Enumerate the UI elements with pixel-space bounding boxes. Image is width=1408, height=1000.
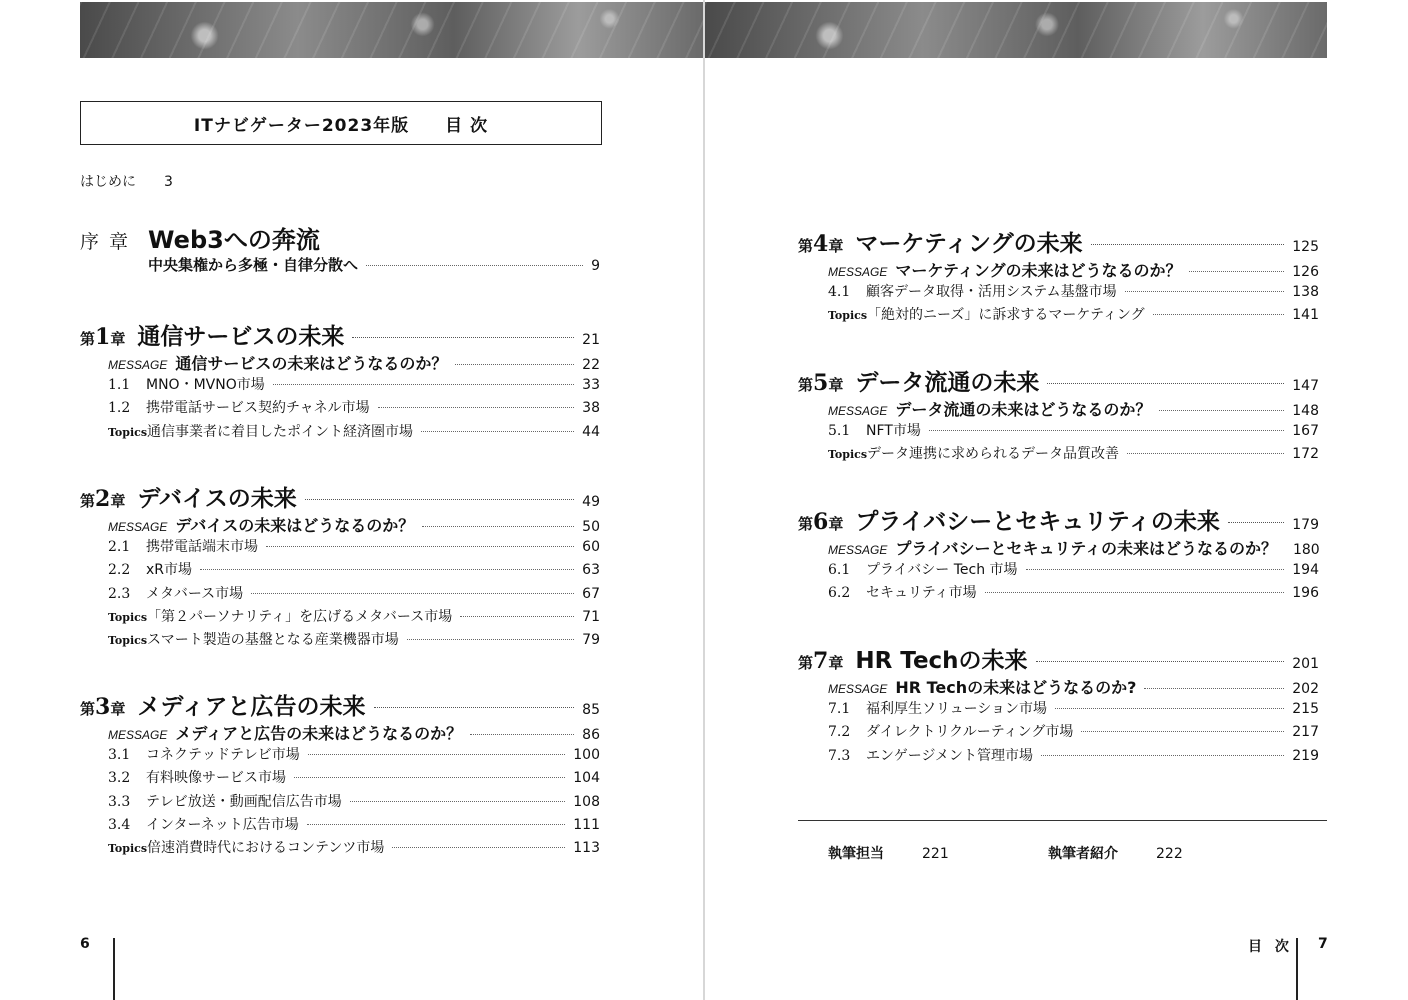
page-number: 179 [1292,517,1319,533]
section-entry[interactable] [108,374,600,394]
chapter-number: 4 [813,231,829,257]
chapter-prefix: 第 [798,237,814,255]
entry-label: 2.1 [108,539,131,556]
topics-entry[interactable] [828,443,1319,463]
leader-dots [1081,731,1284,732]
footer-rule [798,820,1327,821]
entry-label: MESSAGE [108,728,168,742]
message-entry[interactable] [828,258,1319,281]
entry-title: エンゲージメント管理市場 [866,747,1034,764]
entry-label: 4.1 [828,284,851,301]
leader-dots [1228,522,1284,523]
entry-title: xR市場 [146,562,193,579]
entry-title: 倍速消費時代におけるコンテンツ市場 [147,840,385,856]
leader-dots [352,337,574,338]
entry-label: Topics [108,610,148,624]
leader-dots [407,639,574,640]
leader-dots [1125,291,1285,292]
entry-title: データ流通の未来はどうなるのか？ [895,400,1152,419]
page-number: 44 [582,423,600,440]
leader-dots [421,431,574,432]
chapter-title: データ流通の未来 [855,370,1040,396]
chapter-prefix: 第 [80,700,96,718]
topics-entry[interactable] [108,837,600,857]
entry-title: 通信サービスの未来はどうなるのか？ [175,354,448,373]
leader-dots [308,754,566,755]
section-entry[interactable] [108,814,600,834]
page-number: 148 [1292,403,1319,419]
chapter-number: 7 [813,648,829,674]
entry-title: メタバース市場 [146,585,244,602]
chapter-prefix: 第 [798,515,814,533]
leader-dots [266,546,574,547]
leader-dots [929,430,1284,431]
page-number: 9 [591,258,600,274]
page-number: 71 [582,608,600,625]
section-entry[interactable] [108,791,600,811]
entry-title: HR Techの未来はどうなるのか? [895,678,1137,697]
authors-entry[interactable] [1048,843,1183,863]
chapter-title: プライバシーとセキュリティの未来 [855,509,1220,535]
section-entry[interactable] [828,745,1319,765]
entry-label: Topics [108,842,148,855]
entry-title: メディアと広告の未来はどうなるのか？ [175,724,463,743]
page-number: 167 [1292,423,1319,440]
folio-right: 7 [1318,936,1328,952]
entry-label: 6.1 [828,562,851,579]
page-number: 202 [1292,681,1319,697]
chapter-title: Web3への奔流 [148,226,320,254]
chapter-heading[interactable] [798,225,1319,258]
entry-label: 2.3 [108,585,131,602]
chapter-label [80,694,125,720]
entry-title: プライバシーとセキュリティの未来はどうなるのか？ [895,539,1277,558]
staff-label: 執筆担当 [828,846,884,862]
topics-entry[interactable] [108,421,600,441]
entry-label: Topics [108,634,148,647]
leader-dots [294,777,565,778]
chapter-suffix: 章 [828,515,844,533]
topics-entry[interactable] [108,629,600,649]
intro-entry[interactable] [80,171,173,191]
section-entry[interactable] [828,281,1319,301]
leader-dots [1144,688,1284,689]
chapter-title: マーケティングの未来 [855,231,1083,257]
page-number: 217 [1292,724,1319,741]
chapter-title: HR Techの未来 [855,648,1028,674]
chapter-prefix: 第 [798,654,814,672]
leader-dots [460,616,574,617]
section-entry[interactable] [828,559,1319,579]
section-entry[interactable] [108,744,600,764]
entry-label: MESSAGE [828,543,888,557]
section-entry[interactable] [828,420,1319,440]
entry-label: 5.1 [828,423,851,440]
entry-label: 2.2 [108,562,131,579]
chapter-heading[interactable] [80,688,600,721]
entry-title: テレビ放送・動画配信広告市場 [146,793,342,810]
folio-right-label: 目 次 [1248,939,1293,955]
entry-title: データ連携に求められるデータ品質改善 [867,446,1120,463]
page-number: 85 [582,702,600,718]
entry-title: MNO・MVNO市場 [146,377,265,394]
chapter-heading[interactable] [80,220,600,255]
entry-title: スマート製造の基盤となる産業機器市場 [147,632,399,648]
entry-label: 7.3 [828,747,851,764]
leader-dots [1047,383,1284,384]
entry-title: 携帯電話サービス契約チャネル市場 [146,400,370,417]
page-number: 38 [582,400,600,417]
leader-dots [455,364,574,365]
staff-entry[interactable] [828,843,949,863]
page-number: 147 [1292,378,1319,394]
folio-rule-left [113,938,115,1000]
chapter-heading[interactable] [798,642,1319,675]
header-banner-right [705,2,1327,58]
entry-title: 「第２パーソナリティ」を広げるメタバース市場 [147,608,453,625]
entry-title: マーケティングの未来はどうなるのか？ [895,261,1182,280]
chapter-label [798,509,843,535]
entry-label: 3.3 [108,793,131,810]
leader-dots [1153,314,1285,315]
leader-dots [422,526,574,527]
page-number: 194 [1292,562,1319,579]
chapter-suffix: 章 [110,700,126,718]
page-number: 60 [582,539,600,556]
entry-title: NFT市場 [866,423,921,440]
page-number: 79 [582,632,600,648]
leader-dots [200,569,574,570]
chapter-number: 1 [95,324,111,350]
leader-dots [273,384,574,385]
page-number: 215 [1292,701,1319,718]
chapter-label [798,231,843,257]
intro-page: 3 [164,174,173,190]
page-number: 86 [582,727,600,743]
entry-label: MESSAGE [828,404,888,418]
chapter-label [798,370,843,396]
entry-title: セキュリティ市場 [866,585,977,602]
entry-title: 携帯電話端末市場 [146,539,258,556]
entry-label: Topics [828,309,868,323]
leader-dots [251,593,574,594]
section-entry[interactable] [108,536,600,556]
entry-title: デバイスの未来はどうなるのか？ [175,516,415,535]
toc-title-box [80,101,602,145]
leader-dots [1055,708,1284,709]
page-number: 126 [1292,264,1319,280]
page-number: 172 [1292,446,1319,463]
staff-page: 221 [922,846,949,862]
topics-entry[interactable] [108,606,600,626]
leader-dots [366,265,583,266]
chapter-suffix: 章 [110,330,126,348]
authors-label: 執筆者紹介 [1048,846,1118,862]
leader-dots [305,499,574,500]
spread-gutter [703,0,705,1000]
entry-title: 福利厚生ソリューション市場 [866,701,1048,718]
leader-dots [1189,271,1284,272]
folio-left: 6 [80,936,90,952]
leader-dots [985,592,1285,593]
page-number: 49 [582,494,600,510]
chapter-subtitle: 中央集権から多極・自律分散へ [148,256,359,274]
topics-entry[interactable] [828,304,1319,324]
entry-label: MESSAGE [108,358,168,372]
message-entry[interactable] [108,721,600,744]
leader-dots [1036,661,1285,662]
message-entry[interactable] [108,351,600,374]
chapter-number: 5 [813,370,829,396]
leader-dots [470,734,574,735]
page-number: 63 [582,562,600,579]
header-banner-left [80,2,703,58]
entry-label: 1.1 [108,377,131,394]
leader-dots [307,824,566,825]
page-number: 125 [1292,239,1319,255]
page-number: 219 [1292,747,1319,764]
entry-title: コネクテッドテレビ市場 [146,747,300,764]
chapter-label [80,486,125,512]
entry-title: 通信事業者に着目したポイント経済圏市場 [147,423,414,440]
page-number: 201 [1292,656,1319,672]
page-number: 138 [1292,284,1319,301]
entry-title: プライバシー Tech 市場 [866,562,1018,579]
chapter-label [798,648,843,674]
message-entry[interactable] [828,675,1319,698]
entry-label: 3.1 [108,747,131,764]
page-number: 180 [1292,542,1320,558]
chapter-suffix: 章 [828,654,844,672]
message-entry[interactable] [828,397,1319,420]
page-number: 50 [582,519,600,535]
chapter-suffix: 章 [110,492,126,510]
chapter-title: メディアと広告の未来 [137,694,366,720]
section-entry[interactable] [108,767,600,787]
page-number: 141 [1292,307,1319,324]
page-number: 21 [582,332,600,348]
entry-label: 1.2 [108,400,131,417]
entry-title: ダイレクトリクルーティング市場 [866,724,1074,741]
leader-dots [392,847,565,848]
section-entry[interactable] [108,397,600,417]
chapter-suffix: 章 [828,237,844,255]
section-entry[interactable] [828,698,1319,718]
message-entry[interactable] [828,536,1319,559]
page-number: 22 [582,357,600,373]
leader-dots [374,707,575,708]
leader-dots [350,801,566,802]
entry-label: MESSAGE [828,682,888,696]
chapter-subtitle-row[interactable] [148,254,600,275]
chapter-heading[interactable] [798,503,1319,536]
section-entry[interactable] [828,582,1319,602]
entry-label: 3.4 [108,816,131,833]
section-entry[interactable] [108,559,600,579]
chapter-heading[interactable] [80,480,600,513]
chapter-heading[interactable] [80,318,600,351]
intro-label: はじめに [80,174,136,190]
entry-label: MESSAGE [828,265,888,279]
entry-label: 6.2 [828,585,851,602]
entry-label: 7.2 [828,724,851,741]
chapter-number: 3 [95,694,111,720]
chapter-number: 6 [813,509,829,535]
chapter-prefix: 序 章 [80,231,131,253]
chapter-heading[interactable] [798,364,1319,397]
folio-rule-right [1296,938,1298,1000]
chapter-title: デバイスの未来 [137,486,297,512]
leader-dots [1159,410,1284,411]
chapter-label [80,324,125,350]
page-number: 104 [573,770,600,787]
page-number: 67 [582,585,600,602]
chapter-prefix: 第 [80,492,96,510]
page-number: 113 [573,840,600,856]
entry-title: 顧客データ取得・活用システム基盤市場 [866,284,1117,301]
entry-label: Topics [828,448,868,462]
message-entry[interactable] [108,513,600,536]
toc-title: ITナビゲーター2023年版 目 次 [193,115,489,136]
chapter-title: 通信サービスの未来 [137,324,345,350]
entry-label: Topics [108,425,148,439]
leader-dots [378,407,575,408]
entry-label: 3.2 [108,770,131,787]
page-number: 108 [573,793,600,810]
leader-dots [1026,569,1285,570]
chapter-number: 2 [95,486,111,512]
leader-dots [1041,755,1284,756]
page-number: 196 [1292,585,1319,602]
page-number: 100 [573,747,600,764]
entry-label: 7.1 [828,701,851,718]
chapter-suffix: 章 [828,376,844,394]
entry-title: 「絶対的ニーズ」に訴求するマーケティング [867,307,1145,324]
entry-label: MESSAGE [108,520,168,534]
section-entry[interactable] [828,721,1319,741]
leader-dots [1091,244,1285,245]
authors-page: 222 [1156,846,1183,862]
section-entry[interactable] [108,583,600,603]
leader-dots [1127,453,1284,454]
chapter-prefix: 第 [798,376,814,394]
entry-title: インターネット広告市場 [146,816,299,833]
chapter-prefix: 第 [80,330,96,348]
entry-title: 有料映像サービス市場 [146,770,286,787]
page-number: 33 [582,377,600,394]
page-number: 111 [573,816,600,833]
